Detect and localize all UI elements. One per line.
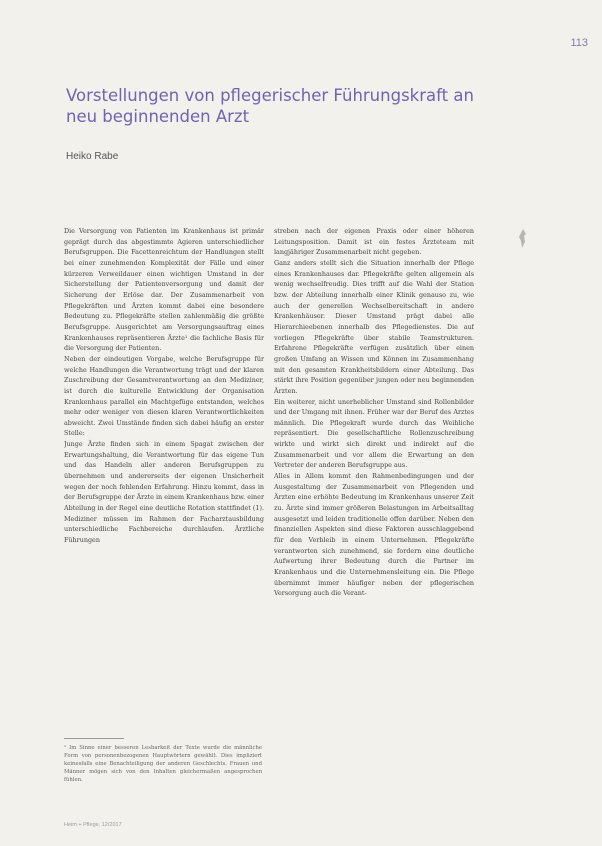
paragraph: Ganz anders stellt sich die Situation innerhalb der Pflege eines Krankenhauses dar. Pflegekräfte gelten allgemein als wenig wechselfreudig. Dies trifft auf die Wahl der Station bzw. der Abteilung innerhalb einer Klinik genauso zu, wie auch der generellen Wechselbereitschaft in andere Krankenhäuser. Dieser Umstand prägt dabei alle Hierarchieebenen innerhalb des Pflegedienstes. Die auf vorliegen Pflegekräfte über stabile Teamstrukturen. Erfahrene Pflegekräfte verfügen zusätzlich über einen großen Umfang an Wissen und Können im Zusammenhang mit den gesamten Krankheitsbildern einer Abteilung. Das stärkt ihre Position gegenüber jungen oder neu beginnenden Ärzten. <box>274 258 474 395</box>
paragraph: Alles in Allem kommt den Rahmenbedingungen und der Ausgestaltung der Zusammenarbeit von Pflegenden und Ärzten eine erhöhte Bedeutung im Krankenhaus unserer Zeit zu. Ärzte sind immer größeren Belastungen im Arbeitsalltag ausgesetzt und leiden traditionelle offen darüber. Neben den finanziellen Aspekten sind diese Faktoren ausschlaggebend für den Verbleib in einem Unternehmen. Pflegekräfte verantworten sich zunehmend, sie fordern eine deutliche Aufwertung ihrer Bedeutung durch die Partner im Krankenhaus und die Unternehmensleitung ein. Die Pflege übernimmt immer häufiger neben der pflegerischen Versorgung auch die Verant- <box>274 472 474 598</box>
paragraph: Ein weiterer, nicht unerheblicher Umstand sind Rollenbilder und der Umgang mit ihnen. Früher war der Beruf des Arztes männlich. Die Pflegekraft wurde durch das Weibliche repräsentiert. Die gesellschaftliche Rollenzuschreibung wirkte und wirkt sich direkt und indirekt auf die Zusammenarbeit und vor allem die Erwartung an den Vertreter der anderen Berufsgruppe aus. <box>274 397 474 470</box>
scan-artifact-icon <box>515 228 531 250</box>
article-title: Vorstellungen von pflegerischer Führungskraft an neu beginnenden Arzt <box>66 86 474 126</box>
paragraph: Junge Ärzte finden sich in einem Spagat zwischen der Erwartungshaltung, die Verantwortung für das eigene Tun und das Handeln aller anderen Berufsgruppen zu übernehmen und andererseits der eigenen Unsicherheit wegen der noch fehlenden Erfahrung. Hinzu kommt, dass in der Berufsgruppe der Ärzte in einem Krankenhaus bzw. einer Abteilung in der Regel eine deutliche Rotation stattfindet (1). Mediziner müssen im Rahmen der Facharztausbildung unterschiedliche Fachbereiche durchlaufen. Ärztliche Führungen <box>64 440 264 545</box>
footnote-divider <box>64 738 124 739</box>
text-column-left <box>64 226 264 731</box>
paragraph: Neben der eindeutigen Vorgabe, welche Berufsgruppe für welche Handlungen die Verantwortung trägt und der klaren Zuschreibung der Gesamtverantwortung an den Mediziner, ist durch die kulturelle Entwicklung der Organisation Krankenhaus parallel ein Machtgefüge entstanden, welches mehr oder weniger von diesen klaren Verantwortlichkeiten abweicht. Zwei Umstände finden sich dabei häufig an erster Stelle: <box>64 354 264 438</box>
paragraph: Die Versorgung von Patienten im Krankenhaus ist primär geprägt durch das abgestimmte Agieren unterschiedlicher Berufsgruppen. Die Facettenreichtum der Handlungen stellt bei einer zunehmenden Komplexität der Fälle und einer kürzeren Verweildauer einen wichtigen Umstand in der Sicherstellung der Patientenversorgung und damit der Sicherung der Erlöse dar. Der Zusammenarbeit von Pflegekräften und Ärzten kommt dabei eine besondere Bedeutung zu. Pflegekräfte stellen zahlenmäßig die größte Berufsgruppe. Ausgerichtet am Versorgungsauftrag eines Krankenhauses repräsentieren Ärzte¹ die fachliche Basis für die Versorgung der Patienten. <box>64 227 264 353</box>
footnote: ¹ Im Sinne einer besseren Lesbarkeit der Texte wurde die männliche Form von personenbezogenen Hauptwörtern gewählt. Dies impliziert keinesfalls eine Benachteiligung der anderen Geschlechts. Frauen und Männer mögen sich von den Inhalten gleichermaßen angesprochen fühlen. <box>64 745 262 784</box>
author-name: Heiko Rabe <box>66 151 119 162</box>
page-number: 113 <box>570 37 588 49</box>
text-column-right <box>274 226 474 826</box>
journal-reference: Heim + Pflege, 12/2017 <box>64 822 122 828</box>
paragraph: streben nach der eigenen Praxis oder einer höheren Leitungsposition. Damit ist ein festes Ärzteteam mit langjähriger Zusammenarbeit nicht gegeben. <box>274 227 474 257</box>
